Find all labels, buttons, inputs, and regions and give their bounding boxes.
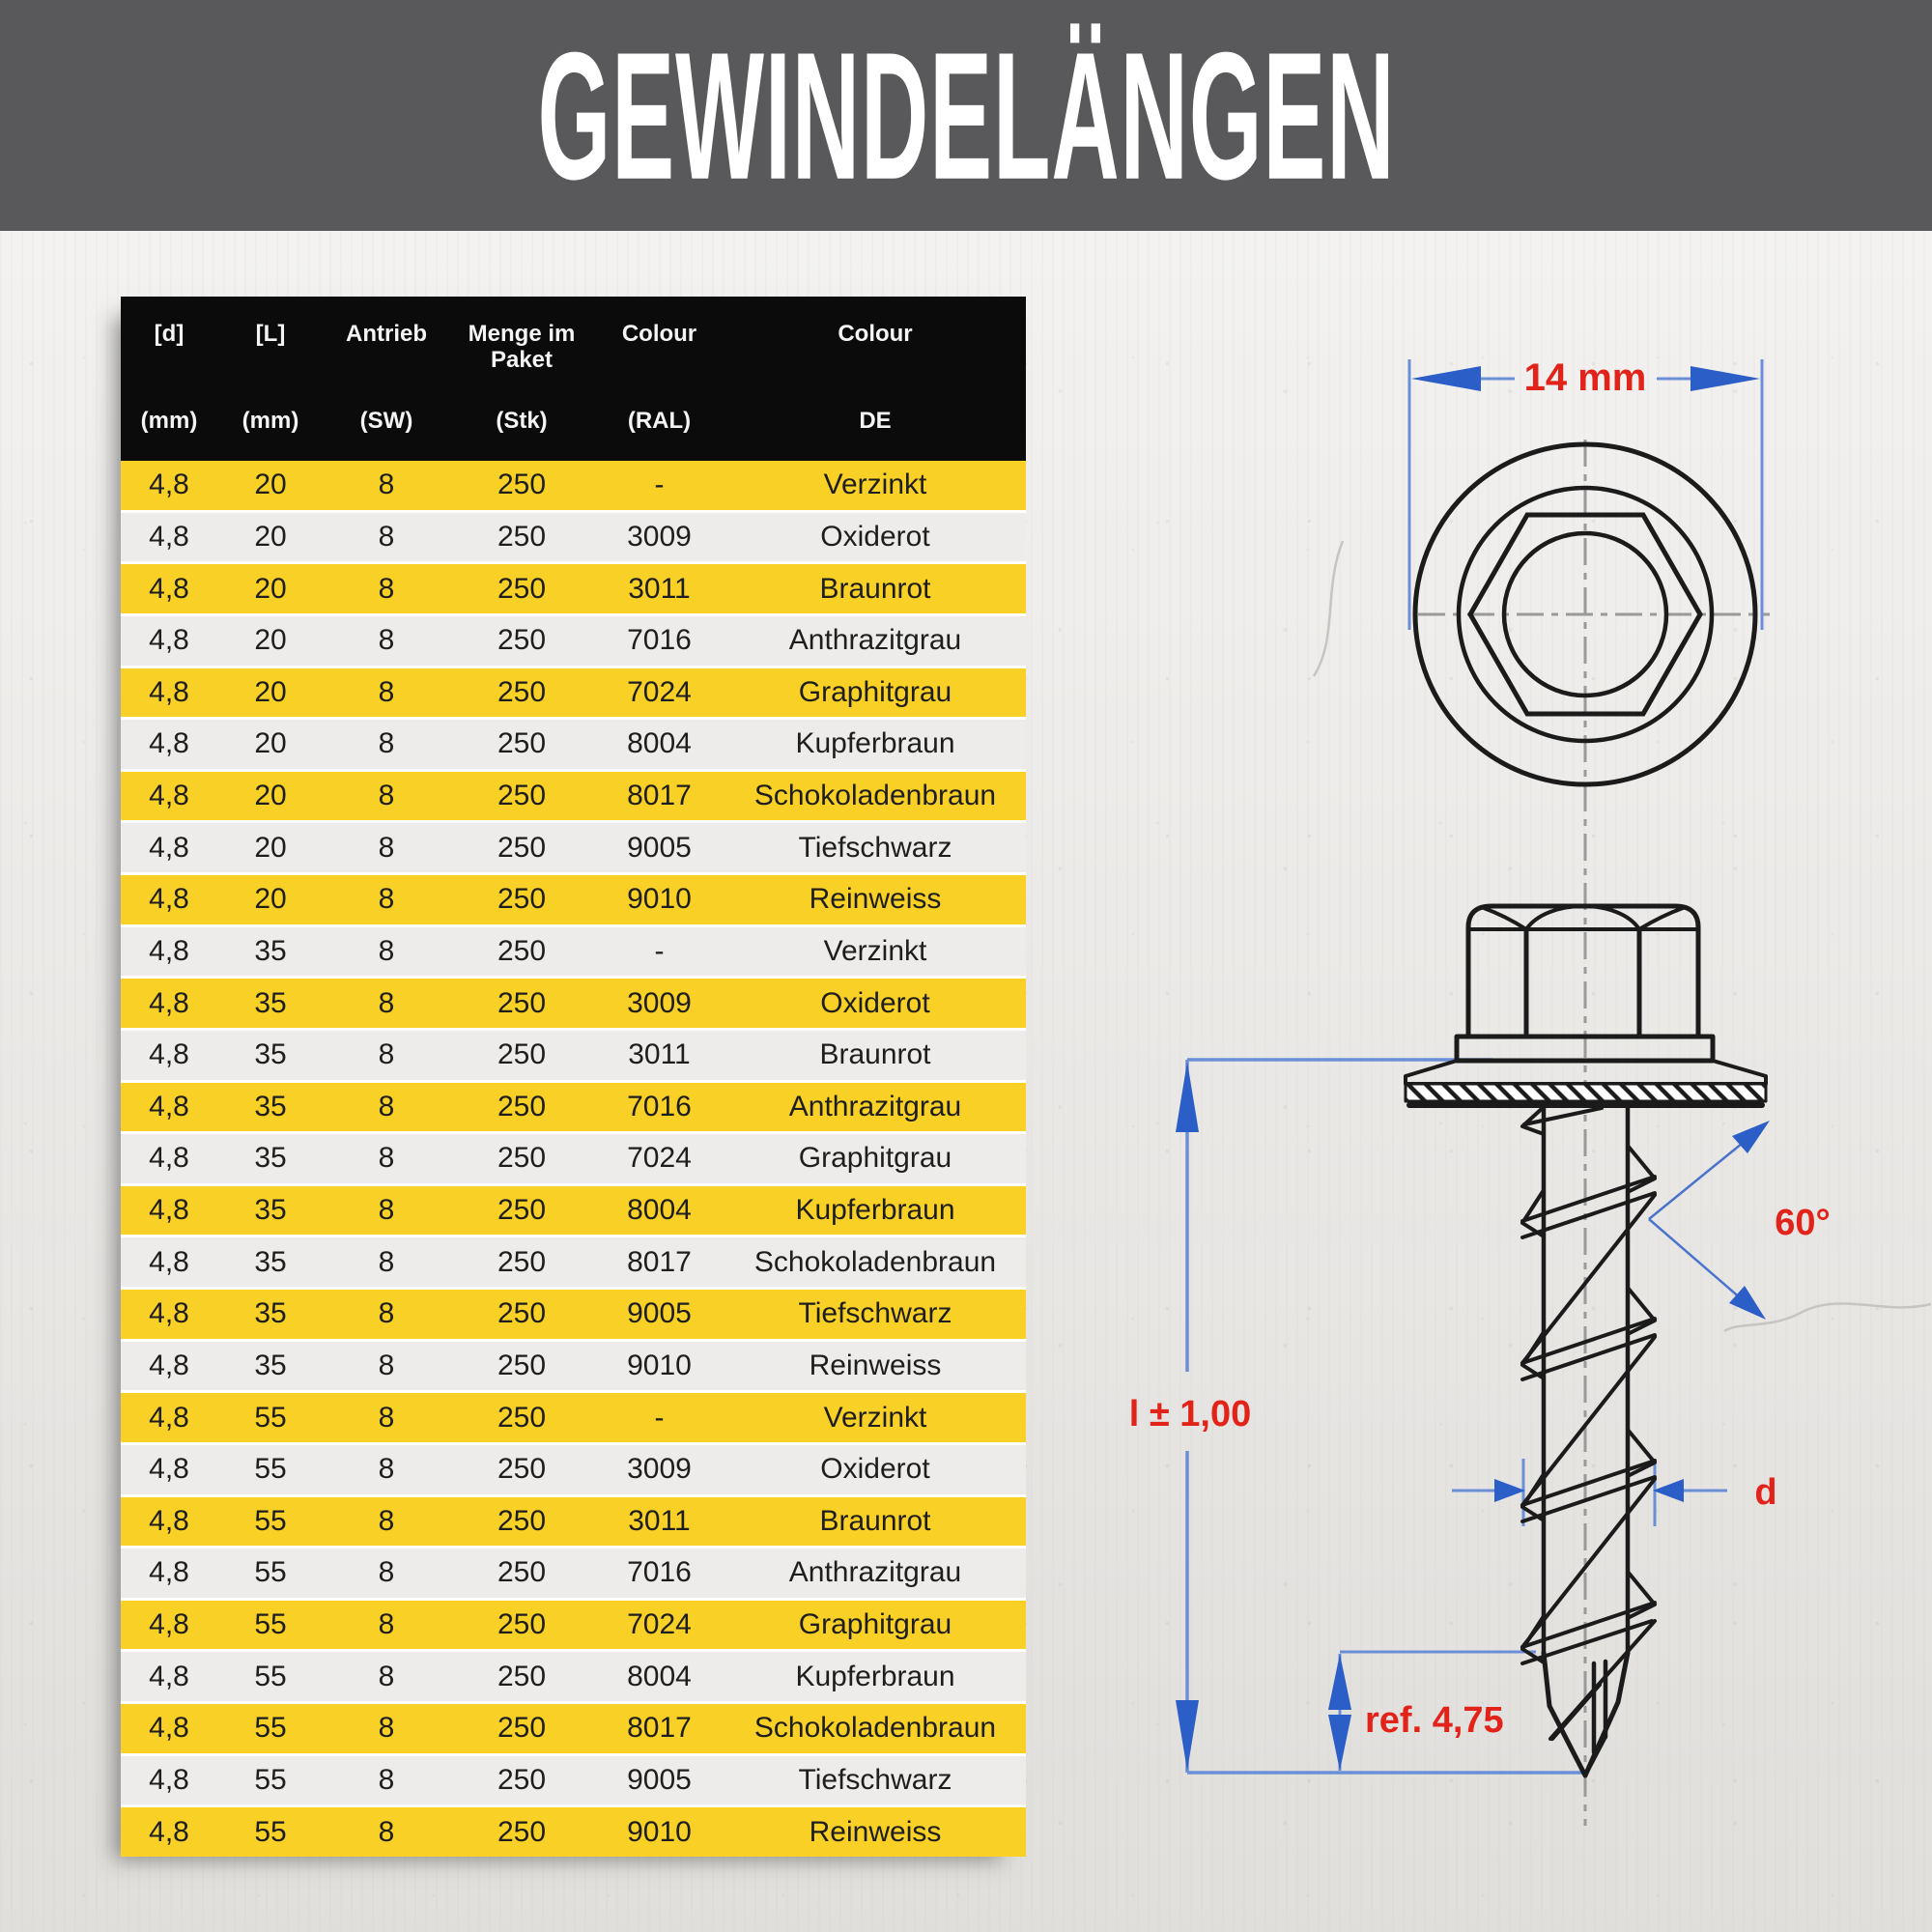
col-unit: (mm) (242, 408, 299, 434)
cell-d: 4,8 (149, 1090, 189, 1122)
cell-ral: 8004 (627, 1194, 692, 1227)
col-unit: (SW) (359, 408, 413, 434)
col-unit: (mm) (140, 408, 198, 434)
cell-antrieb: 8 (378, 883, 395, 916)
cell-antrieb: 8 (378, 1763, 395, 1796)
cell-d: 4,8 (149, 1453, 189, 1486)
cell-menge: 250 (497, 780, 547, 812)
cell-antrieb: 8 (378, 572, 395, 605)
cell-d: 4,8 (149, 934, 189, 967)
cell-ral: 7024 (627, 1142, 692, 1175)
cell-L: 55 (254, 1608, 287, 1641)
spec-table (121, 297, 1026, 1857)
table-row (121, 772, 1026, 821)
cell-d: 4,8 (149, 1245, 189, 1278)
cell-colour-de: Schokoladenbraun (753, 1712, 997, 1745)
cell-ral: 8017 (627, 1712, 692, 1745)
cell-d: 4,8 (149, 1401, 189, 1434)
cell-L: 35 (254, 986, 287, 1019)
cell-d: 4,8 (149, 831, 189, 864)
cell-d: 4,8 (149, 675, 189, 708)
cell-L: 35 (254, 1245, 287, 1278)
cell-d: 4,8 (149, 624, 189, 657)
head-width-label: 14 mm (1523, 356, 1647, 399)
table-row (121, 1445, 1026, 1494)
cell-menge: 250 (497, 1245, 547, 1278)
length-tolerance-label: l ± 1,00 (1128, 1394, 1252, 1435)
cell-menge: 250 (497, 1142, 547, 1175)
cell-colour-de: Schokoladenbraun (753, 1245, 997, 1278)
cell-colour-de: Kupferbraun (795, 1660, 955, 1692)
table-row (121, 513, 1026, 562)
cell-menge: 250 (497, 675, 547, 708)
cell-antrieb: 8 (378, 1245, 395, 1278)
cell-antrieb: 8 (378, 1712, 395, 1745)
table-row (121, 1393, 1026, 1442)
concrete-cracks (1314, 541, 1931, 1331)
screw-technical-drawing (1092, 319, 1932, 1893)
table-row (121, 1237, 1026, 1287)
cell-d: 4,8 (149, 1142, 189, 1175)
cell-ral: 9010 (627, 883, 692, 916)
cell-menge: 250 (497, 1038, 547, 1071)
cell-colour-de: Kupferbraun (795, 727, 955, 760)
arrow-left-icon (1411, 366, 1481, 391)
cell-antrieb: 8 (378, 1504, 395, 1537)
cell-colour-de: Reinweiss (809, 1815, 942, 1848)
cell-d: 4,8 (149, 883, 189, 916)
cell-colour-de: Tiefschwarz (798, 1763, 952, 1796)
table-row (121, 1497, 1026, 1547)
cell-ral: 7024 (627, 675, 692, 708)
cell-menge: 250 (497, 831, 547, 864)
cell-ral: 3009 (627, 520, 692, 553)
arrow-right-icon (1690, 366, 1760, 391)
col-header-d (121, 297, 217, 461)
cell-d: 4,8 (149, 1763, 189, 1796)
cell-menge: 250 (497, 1556, 547, 1589)
col-header-L (217, 297, 324, 461)
cell-antrieb: 8 (378, 1453, 395, 1486)
cell-ral: 8004 (627, 727, 692, 760)
cell-L: 35 (254, 1349, 287, 1381)
cell-colour-de: Anthrazitgrau (788, 624, 962, 657)
cell-d: 4,8 (149, 1556, 189, 1589)
cell-menge: 250 (497, 1712, 547, 1745)
cell-colour-de: Anthrazitgrau (788, 1556, 962, 1589)
cell-d: 4,8 (149, 1660, 189, 1692)
cell-L: 55 (254, 1556, 287, 1589)
cell-menge: 250 (497, 1349, 547, 1381)
cell-colour-de: Oxiderot (820, 520, 930, 553)
title-band (0, 0, 1932, 231)
arrow-up-icon (1328, 1654, 1351, 1710)
cell-L: 20 (254, 520, 287, 553)
table-row (121, 668, 1026, 718)
cell-L: 20 (254, 624, 287, 657)
cell-L: 20 (254, 469, 287, 501)
cell-ral: 8017 (627, 780, 692, 812)
table-row (121, 616, 1026, 666)
cell-colour-de: Braunrot (819, 572, 931, 605)
cell-ral: 8017 (627, 1245, 692, 1278)
col-header-colour-de (724, 297, 1026, 461)
cell-menge: 250 (497, 883, 547, 916)
diameter-label: d (1754, 1472, 1777, 1513)
page-title: GEWINDELÄNGEN (537, 14, 1395, 217)
cell-d: 4,8 (149, 1712, 189, 1745)
cell-d: 4,8 (149, 469, 189, 501)
cell-d: 4,8 (149, 520, 189, 553)
col-header-colour-ral (594, 297, 724, 461)
arrow-icon (1729, 1286, 1766, 1320)
cell-menge: 250 (497, 469, 547, 501)
cell-L: 35 (254, 1194, 287, 1227)
table-row (121, 1290, 1026, 1339)
table-row (121, 823, 1026, 872)
cell-ral: 9005 (627, 1763, 692, 1796)
thread-angle-label: 60° (1775, 1203, 1831, 1243)
table-row (121, 1083, 1026, 1132)
cell-antrieb: 8 (378, 1815, 395, 1848)
cell-L: 55 (254, 1763, 287, 1796)
col-unit: (RAL) (627, 408, 692, 434)
cell-ral: 9010 (627, 1815, 692, 1848)
cell-ral: 3011 (628, 1504, 691, 1537)
cell-antrieb: 8 (378, 727, 395, 760)
cell-menge: 250 (497, 1763, 547, 1796)
col-label: [d] (154, 321, 185, 347)
cell-ral: - (654, 934, 665, 967)
cell-menge: 250 (497, 1608, 547, 1641)
cell-ral: 3011 (628, 1038, 691, 1071)
cell-L: 55 (254, 1504, 287, 1537)
cell-colour-de: Graphitgrau (798, 675, 952, 708)
cell-L: 55 (254, 1401, 287, 1434)
cell-colour-de: Verzinkt (823, 469, 927, 501)
table-row (121, 1704, 1026, 1753)
cell-colour-de: Reinweiss (809, 883, 942, 916)
cell-ral: 8004 (627, 1660, 692, 1692)
cell-antrieb: 8 (378, 1556, 395, 1589)
col-label: Menge im Paket (468, 321, 576, 373)
col-unit: (Stk) (496, 408, 548, 434)
cell-L: 55 (254, 1815, 287, 1848)
arrow-right-icon (1494, 1479, 1525, 1502)
cell-antrieb: 8 (378, 624, 395, 657)
cell-menge: 250 (497, 1453, 547, 1486)
dimension-drill-point (1328, 1652, 1536, 1771)
cell-colour-de: Anthrazitgrau (788, 1090, 962, 1122)
cell-L: 20 (254, 572, 287, 605)
cell-colour-de: Braunrot (819, 1038, 931, 1071)
table-body (121, 461, 1026, 1857)
col-unit: DE (859, 408, 892, 434)
cell-antrieb: 8 (378, 1038, 395, 1071)
cell-colour-de: Tiefschwarz (798, 831, 952, 864)
col-label: [L] (255, 321, 286, 347)
table-row (121, 1031, 1026, 1080)
cell-menge: 250 (497, 727, 547, 760)
cell-antrieb: 8 (378, 831, 395, 864)
cell-L: 35 (254, 1090, 287, 1122)
cell-d: 4,8 (149, 1608, 189, 1641)
cell-L: 20 (254, 780, 287, 812)
cell-ral: 9010 (627, 1349, 692, 1381)
cell-menge: 250 (497, 1660, 547, 1692)
table-row (121, 1807, 1026, 1857)
cell-colour-de: Verzinkt (823, 934, 927, 967)
drill-point-ref-label: ref. 4,75 (1365, 1700, 1504, 1741)
cell-colour-de: Graphitgrau (798, 1142, 952, 1175)
cell-d: 4,8 (149, 727, 189, 760)
cell-menge: 250 (497, 934, 547, 967)
cell-ral: 7016 (627, 1556, 692, 1589)
cell-antrieb: 8 (378, 1608, 395, 1641)
cell-antrieb: 8 (378, 1660, 395, 1692)
cell-d: 4,8 (149, 1297, 189, 1330)
cell-ral: 7024 (627, 1608, 692, 1641)
cell-antrieb: 8 (378, 520, 395, 553)
cell-antrieb: 8 (378, 1297, 395, 1330)
centerlines (1418, 440, 1770, 1826)
cell-antrieb: 8 (378, 469, 395, 501)
cell-ral: - (654, 469, 665, 501)
cell-colour-de: Oxiderot (820, 1453, 930, 1486)
cell-menge: 250 (497, 986, 547, 1019)
arrow-icon (1732, 1121, 1770, 1153)
cell-colour-de: Verzinkt (823, 1401, 927, 1434)
table-row (121, 979, 1026, 1028)
cell-d: 4,8 (149, 1038, 189, 1071)
cell-L: 55 (254, 1712, 287, 1745)
cell-antrieb: 8 (378, 675, 395, 708)
col-label: Colour (838, 321, 913, 347)
table-row (121, 875, 1026, 924)
table-row (121, 564, 1026, 613)
cell-menge: 250 (497, 1815, 547, 1848)
cell-ral: 3009 (627, 1453, 692, 1486)
cell-L: 35 (254, 934, 287, 967)
cell-L: 35 (254, 1297, 287, 1330)
table-row (121, 1601, 1026, 1650)
table-row (121, 720, 1026, 769)
cell-colour-de: Oxiderot (820, 986, 930, 1019)
cell-antrieb: 8 (378, 1349, 395, 1381)
cell-L: 35 (254, 1038, 287, 1071)
cell-antrieb: 8 (378, 1194, 395, 1227)
cell-d: 4,8 (149, 780, 189, 812)
arrow-left-icon (1653, 1479, 1684, 1502)
cell-L: 55 (254, 1453, 287, 1486)
col-label: Antrieb (346, 321, 427, 347)
table-row (121, 1652, 1026, 1701)
cell-ral: 9005 (627, 1297, 692, 1330)
table-row (121, 1186, 1026, 1236)
cell-menge: 250 (497, 624, 547, 657)
cell-antrieb: 8 (378, 1142, 395, 1175)
arrow-up-icon (1176, 1062, 1199, 1132)
arrow-down-icon (1176, 1700, 1199, 1771)
cell-L: 35 (254, 1142, 287, 1175)
cell-ral: 7016 (627, 1090, 692, 1122)
cell-d: 4,8 (149, 1504, 189, 1537)
cell-colour-de: Tiefschwarz (798, 1297, 952, 1330)
table-row (121, 927, 1026, 977)
dimension-thread-angle (1649, 1121, 1831, 1320)
table-row (121, 461, 1026, 510)
col-label: Colour (621, 321, 697, 347)
cell-ral: 9005 (627, 831, 692, 864)
cell-L: 55 (254, 1660, 287, 1692)
cell-L: 20 (254, 675, 287, 708)
cell-menge: 250 (497, 1401, 547, 1434)
cell-antrieb: 8 (378, 1401, 395, 1434)
cell-antrieb: 8 (378, 1090, 395, 1122)
arrow-down-icon (1328, 1715, 1351, 1771)
cell-ral: 3011 (628, 572, 691, 605)
cell-menge: 250 (497, 572, 547, 605)
cell-ral: - (654, 1401, 665, 1434)
seal-washer (1406, 1084, 1766, 1101)
cell-colour-de: Graphitgrau (798, 1608, 952, 1641)
cell-menge: 250 (497, 1504, 547, 1537)
cell-d: 4,8 (149, 1815, 189, 1848)
table-header (121, 297, 1026, 461)
table-row (121, 1134, 1026, 1183)
cell-antrieb: 8 (378, 986, 395, 1019)
cell-d: 4,8 (149, 1349, 189, 1381)
cell-menge: 250 (497, 1090, 547, 1122)
cell-L: 20 (254, 883, 287, 916)
cell-d: 4,8 (149, 572, 189, 605)
cell-d: 4,8 (149, 986, 189, 1019)
cell-colour-de: Braunrot (819, 1504, 931, 1537)
cell-colour-de: Schokoladenbraun (753, 780, 997, 812)
col-header-menge (449, 297, 594, 461)
cell-menge: 250 (497, 520, 547, 553)
cell-antrieb: 8 (378, 934, 395, 967)
cell-ral: 7016 (627, 624, 692, 657)
dimension-length (1129, 1060, 1587, 1773)
cell-menge: 250 (497, 1194, 547, 1227)
cell-colour-de: Kupferbraun (795, 1194, 955, 1227)
cell-colour-de: Reinweiss (809, 1349, 942, 1381)
table-row (121, 1342, 1026, 1391)
cell-L: 20 (254, 831, 287, 864)
col-header-antrieb (324, 297, 449, 461)
cell-ral: 3009 (627, 986, 692, 1019)
cell-d: 4,8 (149, 1194, 189, 1227)
table-row (121, 1548, 1026, 1598)
cell-L: 20 (254, 727, 287, 760)
table-row (121, 1756, 1026, 1805)
cell-menge: 250 (497, 1297, 547, 1330)
cell-antrieb: 8 (378, 780, 395, 812)
hex-head-outline (1468, 906, 1698, 1037)
